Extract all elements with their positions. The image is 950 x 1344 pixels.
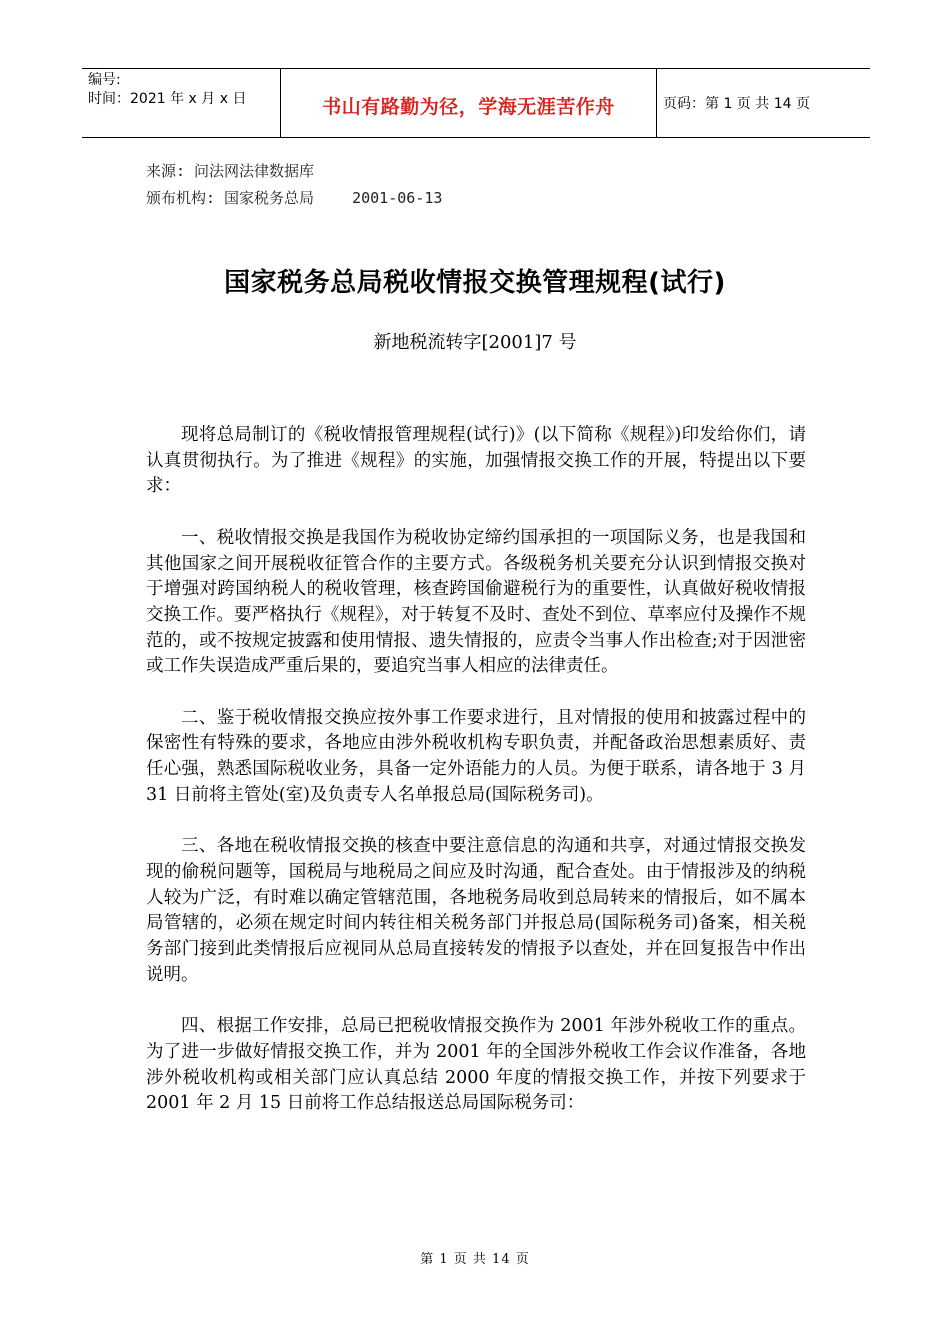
body-paragraph-1: 一、税收情报交换是我国作为税收协定缔约国承担的一项国际义务，也是我国和其他国家之间开展税收征管合作的主要方式。各级税务机关要充分认识到情报交换对于增强对跨国纳税人的税收管理，核查跨国偷避税行为的重要性，认真做好税收情报交换工作。要严格执行《规程》，对于转复不及时、查处不到位、草率应付及操作不规范的，或不按规定披露和使用情报、遗失情报的，应责令当事人作出检查;对于因泄密或工作失误造成严重后果的，要追究当事人相应的法律责任。	[146, 527, 806, 677]
document-number-label: 编号:	[88, 72, 121, 88]
source-issuer: 颁布机构: 国家税务总局	[146, 189, 315, 207]
source-info	[146, 158, 442, 212]
header-meta-cell	[82, 69, 281, 137]
document-time-label: 时间：2021 年 x 月 x 日	[88, 91, 247, 107]
body-paragraph-3: 三、各地在税收情报交换的核查中要注意信息的沟通和共享，对通过情报交换发现的偷税问题等，国税局与地税局之间应及时沟通，配合查处。由于情报涉及的纳税人较为广泛，有时难以确定管辖范围，各地税务局收到总局转来的情报后，如不属本局管辖的，必须在规定时间内转往相关税务部门并报总局(国际税务司)备案，相关税务部门接到此类情报后应视同从总局直接转发的情报予以查处，并在回复报告中作出说明。	[146, 836, 806, 985]
source-issuer-line	[146, 185, 442, 212]
page-footer: 第 1 页 共 14 页	[420, 1252, 530, 1267]
body-paragraph-4: 四、根据工作安排，总局已把税收情报交换作为 2001 年涉外税收工作的重点。为了进一步做好情报交换工作，并为 2001 年的全国涉外税收工作会议作准备，各地涉外税收机构或相关部门应认真总结 2000 年度的情报交换工作，并按下列要求于 2001 年 2 月 15 日前将工作总结报送总局国际税务司：	[146, 1016, 806, 1114]
source-origin: 来源: 问法网法律数据库	[146, 162, 315, 180]
header-motto: 书山有路勤为径，学海无涯苦作舟	[322, 95, 615, 118]
document-title: 国家税务总局税收情报交换管理规程(试行)	[224, 268, 726, 298]
body-paragraph-intro: 现将总局制订的《税收情报管理规程(试行)》(以下简称《规程》)印发给你们，请认真贯彻执行。为了推进《规程》的实施，加强情报交换工作的开展，特提出以下要求：	[146, 425, 806, 497]
source-date: 2001-06-13	[352, 189, 443, 207]
document-body	[146, 423, 806, 1143]
body-paragraph-2: 二、鉴于税收情报交换应按外事工作要求进行，且对情报的使用和披露过程中的保密性有特殊的要求，各地应由涉外税收机构专职负责，并配备政治思想素质好、责任心强，熟悉国际税收业务，具备一定外语能力的人员。为便于联系，请各地于 3 月 31 日前将主管处(室)及负责专人名单报总局(国际税务司)。	[146, 707, 806, 805]
header-page-cell	[657, 69, 870, 137]
page-header	[82, 68, 870, 138]
header-motto-cell	[281, 69, 657, 137]
header-page-number: 页码：第 1 页 共 14 页	[663, 96, 810, 112]
document-reference-number: 新地税流转字[2001]7 号	[373, 332, 577, 353]
